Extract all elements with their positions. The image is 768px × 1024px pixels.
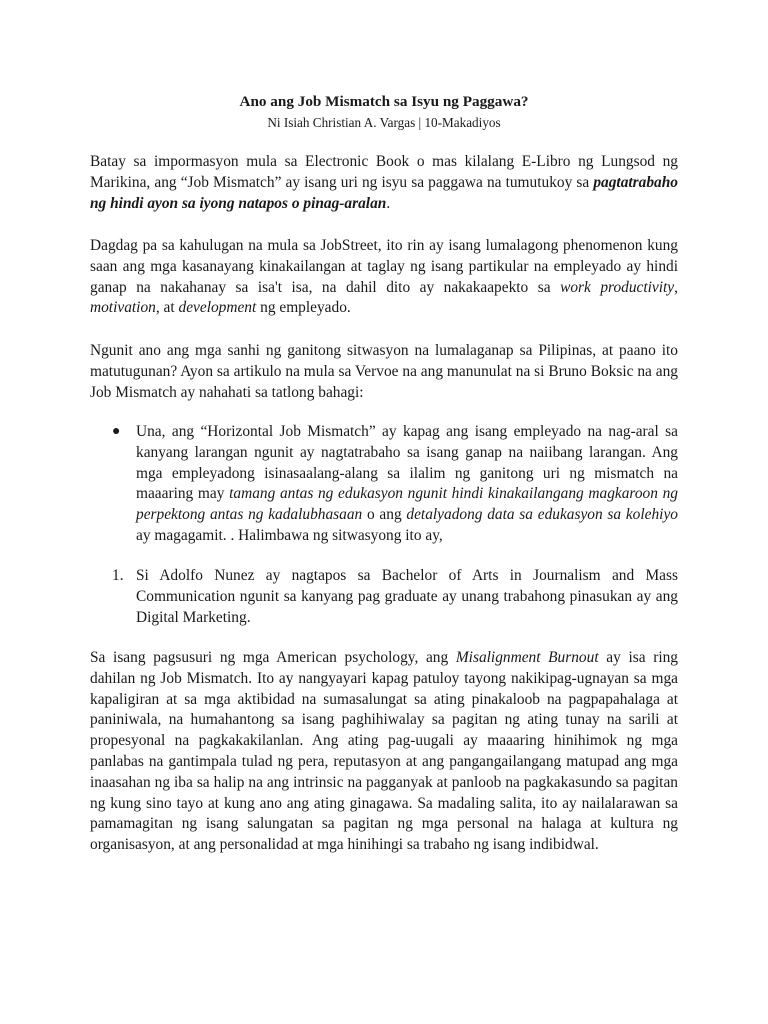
author-byline: Ni Isiah Christian A. Vargas | 10-Makadiyos [267,115,501,130]
text-run: Ngunit ano ang mga sanhi ng ganitong sitwasyon na lumalaganap sa Pilipinas, at paano ito matutugunan? Ayon sa artikulo na mula sa Vervoe na ang manunulat na si Bruno Boksic na ang Job Mismatch ay nahahati sa tatlong bahagi: [90,342,678,401]
number-marker: 1. [112,567,124,584]
italic-text: Misalignment Burnout [455,649,599,666]
text-run: Batay sa impormasyon mula sa Electronic Book o mas kilalang E-Libro ng Lungsod ng Marikina, ang “Job Mismatch” ay isang uri ng isyu sa paggawa na tumutukoy sa [90,153,678,191]
bullet-marker: ● [112,424,121,439]
text-run: Si Adolfo Nunez ay nagtapos sa Bachelor of Arts in Journalism and Mass Communication ngunit sa kanyang pag graduate ay unang trabahong pinasukan ay ang Digital Marketing. [136,567,678,626]
text-run: , [674,278,678,296]
paragraph-jobstreet [90,236,678,319]
text-run: Sa isang pagsusuri ng mga American psychology, ang [90,649,456,666]
document-title: Ano ang Job Mismatch sa Isyu ng Paggawa? [239,93,529,110]
emphasis-text: pagtatrabaho ng hindi ayon sa iyong natapos o pinag-aralan [90,173,678,212]
paragraph-definition [90,152,678,214]
text-run: , at [155,299,179,317]
list-item-horizontal-mismatch [136,422,678,547]
text-run: Una, ang “Horizontal Job Mismatch” ay kapag ang isang empleyado na nag-aral sa kanyang larangan ngunit ay nagtatrabaho sa isang ganap na naiibang larangan. Ang mga empleyadong isinasaalang-alang sa ilalim ng ganitong uri ng mismatch na maaaring may [136,423,678,503]
paragraph-causes [90,341,678,403]
text-run: o ang [362,506,407,524]
text-run: ay isa ring dahilan ng Job Mismatch. Ito ay nangyayari kapag patuloy tayong nakikipag-ugnayan sa mga kapaligiran at sa mga aktibidad na sumasalungat sa ating pinakaloob na pagpapahalaga at paniniwala, na humahantong sa isang paghihiwalay sa pagitan ng ating tunay na sarili at propesyonal na pagkakakilanlan. Ang ating pag-uugali ay maaaring hinihimok ng mga panlabas na gantimpala tulad ng pera, reputasyon at ang pangangailangang matupad ang mga inaasahan ng iba sa halip na ang intrinsic na pagganyak at panloob na pagkakasundo sa pagitan ng kung sino tayo at kung ano ang ating ginagawa. Sa madaling salita, ito ay nailalarawan sa pamamagitan ng isang salungatan sa pagitan ng mga personal na halaga at kultura ng organisasyon, at ang personalidad at mga hinihingi sa trabaho ng isang indibidwal. [90,649,678,854]
text-run: ay magagamit. . Halimbawa ng sitwasyong ito ay, [136,526,443,544]
text-run: ng empleyado. [256,299,351,317]
italic-text: motivation [90,299,156,317]
list-item-example [136,566,678,628]
italic-text: development [178,299,257,317]
italic-text: tamang antas ng edukasyon ngunit hindi kinakailangang magkaroon ng perpektong antas ng kadalubhasaan [136,485,678,524]
italic-text: detalyadong data sa edukasyon sa kolehiyo [406,506,678,524]
text-run: Dagdag pa sa kahulugan na mula sa JobStreet, ito rin ay isang lumalagong phenomenon kung saan ang mga kasanayang kinakailangan at taglay ng isang partikular na empleyado ay hindi ganap na nakahanay sa isa't isa, na dahil dito ay nakakaapekto sa [90,237,678,296]
paragraph-misalignment-burnout [90,648,678,856]
italic-text: work productivity [560,278,675,296]
text-run: . [386,194,391,212]
